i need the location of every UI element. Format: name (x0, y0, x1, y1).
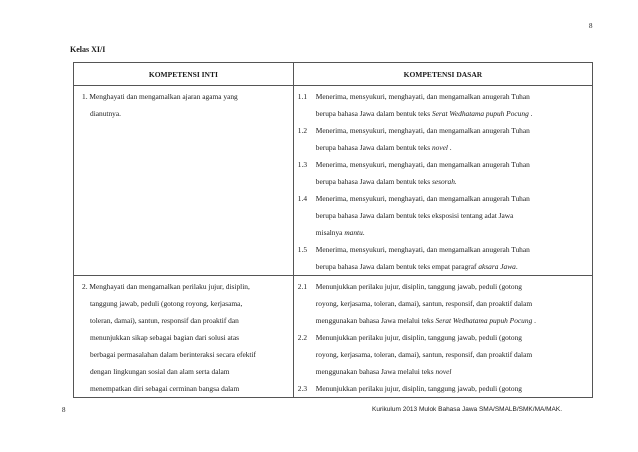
kd-number: 1.5 (297, 245, 308, 254)
kd-text-line: royong, kerjasama, toleran, damai), santun, responsif, dan proaktif dalam (315, 299, 533, 308)
kd-cell (293, 276, 592, 398)
kd-number: 2.2 (297, 333, 308, 342)
kd-text-line: royong, kerjasama, toleran, damai), santun, responsif, dan proaktif dalam (315, 350, 533, 359)
ki-text-line: toleran, damai), santun, responsif dan proaktif dan (90, 316, 239, 325)
kd-text: Menunjukkan perilaku jujur, disiplin, tanggung jawab, peduli (gotong (315, 384, 522, 393)
kd-item (298, 241, 588, 258)
kd-item (298, 122, 588, 139)
header-kompetensi-dasar: KOMPETENSI DASAR (293, 63, 592, 86)
kd-text-line: berupa bahasa Jawa dalam bentuk teks sesorah. (315, 177, 457, 186)
competency-table (73, 62, 593, 398)
kd-text-line: berupa bahasa Jawa dalam bentuk teks empat paragraf aksara Jawa. (315, 262, 518, 271)
ki-text-line: dianutnya. (90, 109, 121, 118)
kd-text: Menerima, mensyukuri, menghayati, dan mengamalkan anugerah Tuhan (315, 194, 530, 203)
table-row (74, 276, 593, 398)
ki-text-line: 1. Menghayati dan mengamalkan ajaran agama yang (82, 92, 238, 101)
kd-text: Menunjukkan perilaku jujur, disiplin, tanggung jawab, peduli (gotong (315, 333, 522, 342)
kd-text-line: menggunakan bahasa Jawa melalui teks novel (315, 367, 452, 376)
kd-text-line: menggunakan bahasa Jawa melalui teks Serat Wedhatama pupuh Pocung . (315, 316, 536, 325)
kd-text: Menerima, mensyukuri, menghayati, dan mengamalkan anugerah Tuhan (315, 92, 530, 101)
footer-text: Kurikulum 2013 Mulok Bahasa Jawa SMA/SMALB/SMK/MA/MAK. (372, 406, 563, 413)
kd-text: Menerima, mensyukuri, menghayati, dan mengamalkan anugerah Tuhan (315, 245, 530, 254)
class-title: Kelas XI/I (70, 45, 106, 54)
table-row (74, 86, 593, 276)
ki-text-line: menunjukkan sikap sebagai bagian dari solusi atas (90, 333, 240, 342)
ki-cell (74, 276, 294, 398)
kd-item (298, 329, 588, 346)
kd-item (298, 380, 588, 397)
ki-text-line: 2. Menghayati dan mengamalkan perilaku jujur, disiplin, (82, 282, 250, 291)
ki-text-line: tanggung jawab, peduli (gotong royong, kerjasama, (90, 299, 243, 308)
kd-item (298, 278, 588, 295)
kd-item (298, 156, 588, 173)
kd-text: Menunjukkan perilaku jujur, disiplin, tanggung jawab, peduli (gotong (315, 282, 522, 291)
header-kompetensi-inti: KOMPETENSI INTI (74, 63, 294, 86)
kd-item (298, 88, 588, 105)
ki-text-line: menempatkan diri sebagai cerminan bangsa dalam (90, 384, 240, 393)
kd-number: 1.2 (297, 126, 308, 135)
ki-cell (74, 86, 294, 276)
ki-text-line: dengan lingkungan sosial dan alam serta dalam (90, 367, 230, 376)
kd-cell (293, 86, 592, 276)
kd-text-line: berupa bahasa Jawa dalam bentuk teks Serat Wedhatama pupuh Pocung . (315, 109, 533, 118)
kd-number: 1.3 (297, 160, 308, 169)
kd-number: 1.4 (297, 194, 308, 203)
kd-number: 2.1 (297, 282, 308, 291)
kd-text: Menerima, mensyukuri, menghayati, dan mengamalkan anugerah Tuhan (315, 126, 530, 135)
kd-text-line: misalnya mantu. (315, 228, 365, 237)
kd-item (298, 190, 588, 207)
footer-page-number: 8 (62, 406, 66, 414)
top-page-number: 8 (589, 22, 593, 30)
kd-text-line: berupa bahasa Jawa dalam bentuk teks eksposisi tentang adat Jawa (315, 211, 514, 220)
kd-text: Menerima, mensyukuri, menghayati, dan mengamalkan anugerah Tuhan (315, 160, 530, 169)
kd-number: 2.3 (297, 384, 308, 393)
table-header-row (74, 63, 593, 86)
kd-text-line: berupa bahasa Jawa dalam bentuk teks novel . (315, 143, 452, 152)
ki-text-line: berbagai permasalahan dalam berinteraksi secara efektif (90, 350, 256, 359)
kd-number: 1.1 (297, 92, 308, 101)
